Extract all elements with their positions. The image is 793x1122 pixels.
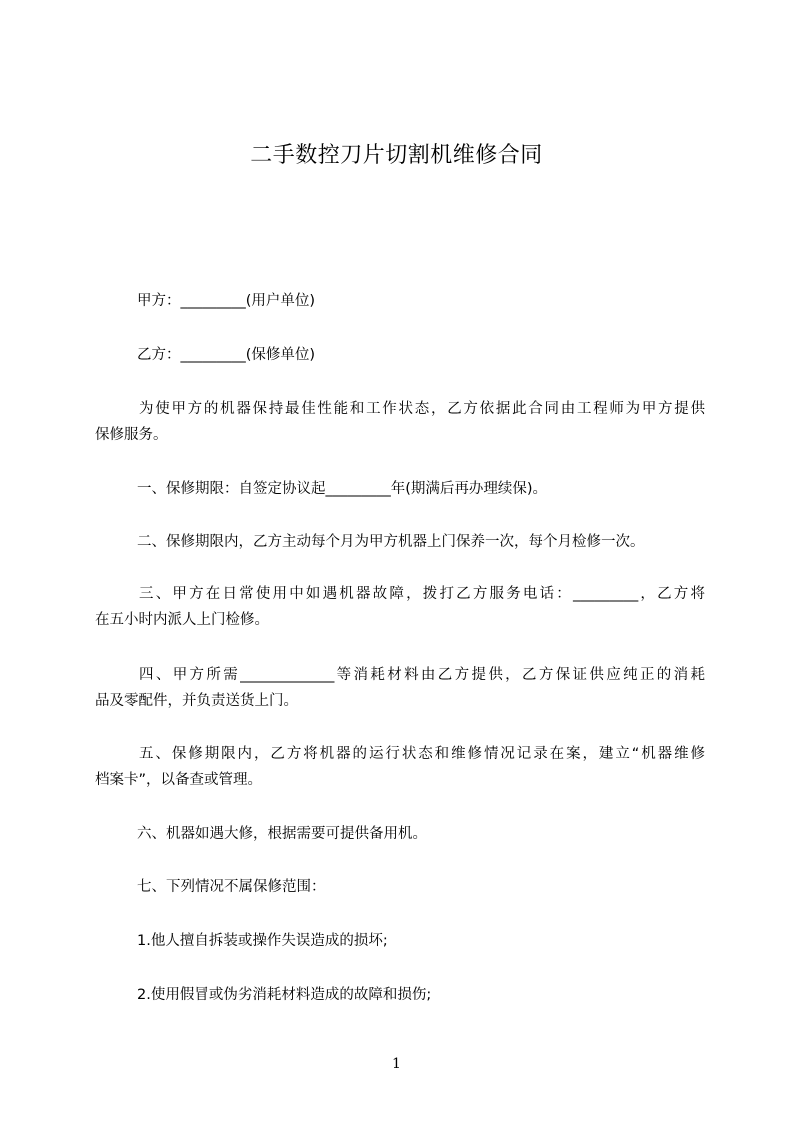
exclusion-item-1 [95,928,705,954]
clause-5-line-2: 档案卡”，以备查或管理。 [95,772,263,788]
clause-6-text: 六、机器如遇大修，根据需要可提供备用机。 [137,826,427,842]
exclusion-item-2-text: 2.使用假冒或伪劣消耗材料造成的故障和损伤; [137,987,432,1003]
clause-2-paragraph [95,529,705,555]
party-b-line [95,342,705,368]
clause-4-line-2: 品及零配件，并负责送货上门。 [95,693,298,709]
exclusion-item-2 [95,982,705,1008]
clause-3-paragraph [95,581,705,633]
clause-7-text: 七、下列情况不属保修范围： [137,879,326,895]
party-b-text: 乙方：_________(保修单位) [137,347,316,363]
page-title: 二手数控刀片切割机维修合同 [250,143,543,168]
exclusion-item-1-text: 1.他人擅自拆装或操作失误造成的损坏; [137,933,388,949]
intro-paragraph [95,396,705,448]
clause-1-paragraph [95,476,705,502]
intro-line-2: 保修服务。 [95,427,168,443]
clause-5-paragraph [95,741,705,793]
clause-3-line-1: 三、甲方在日常使用中如遇机器故障，拨打乙方服务电话：_________，乙方将 [139,586,705,602]
clause-3-line-2: 在五小时内派人上门检修。 [95,612,269,628]
clause-4-line-1: 四、甲方所需_____________等消耗材料由乙方提供，乙方保证供应纯正的消耗 [139,667,705,683]
clause-1-text: 一、保修期限：自签定协议起_________年(期满后再办理续保)。 [137,481,548,497]
clause-6-paragraph [95,821,705,847]
clause-4-paragraph [95,662,705,714]
intro-line-1: 为使甲方的机器保持最佳性能和工作状态，乙方依据此合同由工程师为甲方提供 [139,401,705,417]
clause-7-paragraph [95,874,705,900]
party-a-line [95,288,705,314]
clause-5-line-1: 五、保修期限内，乙方将机器的运行状态和维修情况记录在案，建立“机器维修 [139,746,705,762]
page-number: 1 [392,1056,401,1072]
party-a-text: 甲方：_________(用户单位) [137,293,316,309]
clause-2-text: 二、保修期限内，乙方主动每个月为甲方机器上门保养一次，每个月检修一次。 [137,534,645,550]
